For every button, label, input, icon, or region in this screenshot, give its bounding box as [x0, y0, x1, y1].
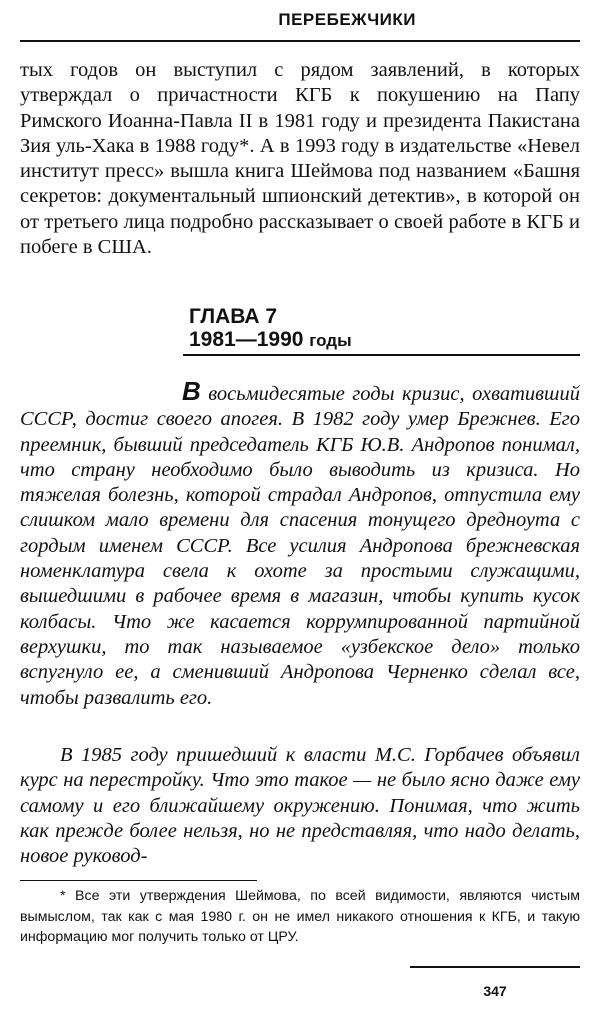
chapter-paragraph-2: В 1985 году пришедший к власти М.С. Горбачев объявил курс на перестройку. Что это такое — не было ясно даже ему самому и его ближайшему окружению. Понимая, что жить как прежде более нельзя, но не представляя, что надо делать, новое руковод- — [20, 744, 580, 868]
footnote: * Все эти утверждения Шеймова, по всей видимости, являются чистым вымыслом, так как с мая 1980 г. он не имел никакого отношения к КГБ, и такую информацию мог получить только от ЦРУ. — [20, 888, 580, 945]
footer-rule — [410, 966, 580, 968]
chapter-paragraph-1-text: восьмидесятые годы кризис, охвативший СССР, достиг своего апогея. В 1982 году умер Брежнев. Его преемник, бывший председатель КГБ Ю.В. Андропов понимал, что страну необходимо было выводить из кризиса. Но тяжелая болезнь, которой страдал Андропов, отпустила ему слишком мало времени для спасения тонущего дредноута с гордым именем СССР. Все усилия Андропова брежневская номенклатура свела к охоте за простыми служащими, вышедшими в рабочее время в магазин, чтобы купить кусок колбасы. Что же касается коррумпированной партийной верхушки, то так называемое «узбекское дело» только вспугнуло ее, а сменивший Андропова Черненко сделал все, чтобы развалить его. — [20, 383, 581, 709]
footnote-separator — [20, 880, 257, 881]
running-title: ПЕРЕБЕЖЧИКИ — [278, 10, 416, 29]
page-number: 347 — [483, 983, 507, 999]
drop-cap: В — [182, 376, 201, 406]
chapter-years — [189, 328, 352, 353]
chapter-title: ГЛАВА 7 — [189, 305, 278, 328]
chapter-rule — [183, 354, 580, 356]
chapter-years-range: 1981—1990 — [189, 328, 304, 351]
chapter-years-word: годы — [309, 331, 352, 350]
header-rule — [20, 40, 580, 42]
intro-paragraph: тых годов он выступил с рядом заявлений, в которых утверждал о причастности КГБ к покушению на Папу Римского Иоанна-Павла II в 1981 году и президента Пакистана Зия уль-Хака в 1988 году*. А в 1993 году в издательстве «Невел институт пресс» вышла книга Шеймова под названием «Башня секретов: документальный шпионский детектив», в которой он от третьего лица подробно рассказывает о своей работе в КГБ и побеге в США. — [20, 59, 580, 259]
chapter-paragraph-1 — [20, 376, 581, 711]
